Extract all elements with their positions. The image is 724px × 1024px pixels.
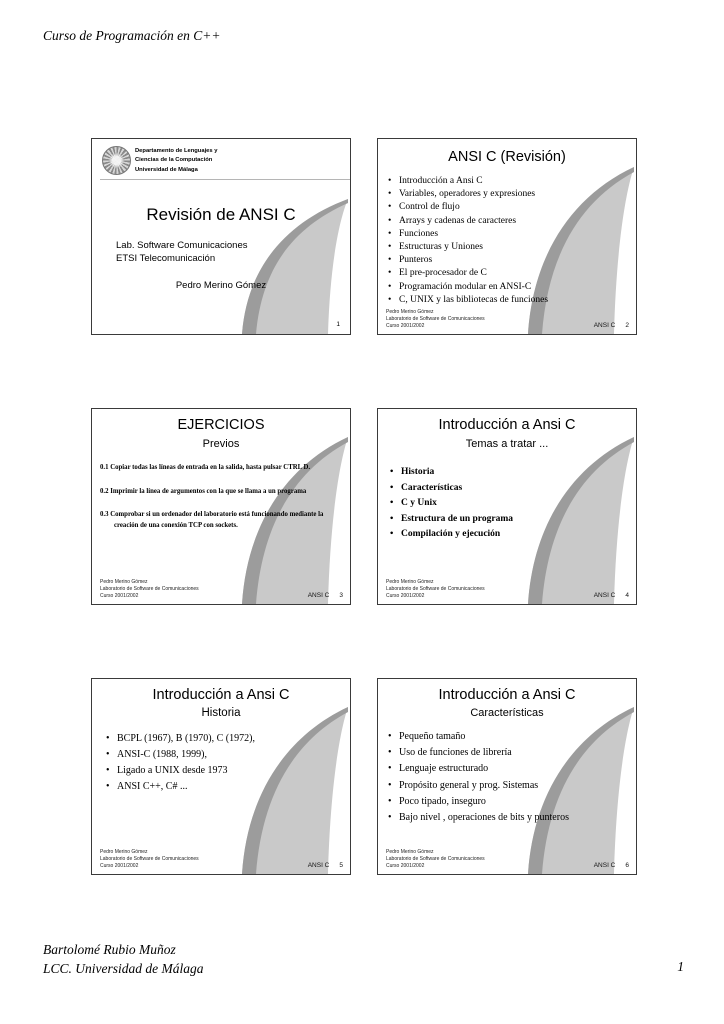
- slide-footer-label: ANSI C: [307, 862, 330, 869]
- slide-subtitle: Historia: [201, 707, 241, 719]
- bullet-item: [106, 779, 346, 795]
- bullet-item: [390, 465, 632, 481]
- slide-3: [91, 408, 351, 605]
- slide-title: Introducción a Ansi C: [152, 687, 290, 703]
- slide-page-indicator: [594, 322, 629, 329]
- bullet-item: [390, 527, 632, 543]
- bullet-icon: •: [106, 781, 110, 792]
- exercise-item: 0.1 Copiar todas las líneas de entrada en la salida, hasta pulsar CTRL D.: [100, 464, 311, 471]
- slide-number: 3: [339, 592, 343, 599]
- slide-title: Introducción a Ansi C: [438, 687, 576, 703]
- bullet-item: [388, 201, 634, 214]
- page-footer-author: Bartolomé Rubio Muñoz: [43, 942, 176, 957]
- exercise-item: 0.3 Comprobar si un ordenador del laboratorio está funcionando mediante la creación de una conexión TCP con sockets.: [100, 511, 324, 529]
- slide-page-indicator: [594, 592, 629, 599]
- slide-page-indicator: [308, 592, 343, 599]
- exercise-item: 0.2 Imprimir la línea de argumentos con la que se llama a un programa: [100, 487, 307, 495]
- slide-footer: [386, 309, 485, 330]
- slide-number: 5: [339, 862, 343, 869]
- slide-footer-course: Curso 2001/2002: [386, 323, 425, 329]
- bullet-icon: •: [388, 268, 392, 279]
- bullet-item: [388, 281, 634, 294]
- bullet-icon: •: [388, 281, 392, 292]
- bullet-text: Control de flujo: [399, 202, 460, 213]
- bullet-item: [388, 729, 632, 745]
- bullet-text: El pre-procesador de C: [399, 268, 487, 279]
- bullet-icon: •: [388, 747, 392, 759]
- slide-page-indicator: [594, 862, 629, 869]
- university-seal-icon: [102, 146, 131, 175]
- bullet-text: Bajo nivel , operaciones de bits y punteros: [399, 812, 569, 824]
- bullet-icon: •: [388, 812, 392, 824]
- bullet-item: [388, 241, 634, 254]
- bullet-text: Lenguaje estructurado: [399, 763, 489, 775]
- bullet-icon: •: [388, 176, 392, 186]
- logo-text-line: Universidad de Málaga: [135, 166, 198, 173]
- bullet-text: C y Unix: [401, 498, 437, 508]
- bullet-item: [390, 481, 632, 497]
- bullet-item: [388, 175, 634, 188]
- bullet-text: C, UNIX y las bibliotecas de funciones: [399, 294, 549, 305]
- slide-footer-author: Pedro Merino Gómez: [386, 579, 434, 585]
- slide-number: 1: [336, 321, 340, 328]
- bullet-text: Estructuras y Uniones: [399, 242, 483, 253]
- bullet-text: Programación modular en ANSI-C: [399, 281, 532, 292]
- header-divider: [100, 179, 350, 180]
- slide-author: Pedro Merino Gómez: [175, 280, 267, 291]
- bullet-text: Variables, operadores y expresiones: [399, 189, 536, 200]
- bullet-icon: •: [390, 498, 394, 508]
- slide-footer-label: ANSI C: [593, 322, 616, 329]
- slide-2: [377, 138, 637, 335]
- page-header: Curso de Programación en C++: [43, 28, 221, 43]
- bullet-icon: •: [390, 513, 394, 524]
- exercise-list: [100, 463, 334, 544]
- bullet-item: [388, 761, 632, 777]
- slide-footer-lab: Laboratorio de Software de Comunicaciones: [386, 316, 485, 322]
- bullet-icon: •: [388, 294, 392, 305]
- bullet-list: [390, 465, 632, 543]
- bullet-text: Arrays y cadenas de caracteres: [399, 215, 517, 226]
- bullet-text: Estructura de un programa: [401, 513, 513, 524]
- bullet-icon: •: [106, 733, 110, 744]
- slide-number: 2: [625, 322, 629, 329]
- slide-footer: [386, 579, 485, 600]
- slide-subtitle: Previos: [202, 438, 240, 450]
- bullet-text: Historia: [401, 467, 435, 477]
- bullet-icon: •: [390, 529, 394, 539]
- bullet-icon: •: [388, 202, 392, 213]
- page-footer: [43, 941, 204, 978]
- slide-footer-label: ANSI C: [593, 862, 616, 869]
- bullet-list: [388, 729, 632, 826]
- bullet-text: Uso de funciones de librería: [399, 747, 512, 759]
- slide-footer-lab: Laboratorio de Software de Comunicaciones: [386, 856, 485, 862]
- bullet-icon: •: [106, 765, 110, 776]
- slide-title: EJERCICIOS: [177, 417, 265, 433]
- bullet-icon: •: [388, 795, 392, 807]
- slide-6: [377, 678, 637, 875]
- slide-4: [377, 408, 637, 605]
- slide-footer-course: Curso 2001/2002: [386, 593, 425, 599]
- bullet-icon: •: [388, 242, 392, 253]
- bullet-icon: •: [388, 228, 392, 239]
- bullet-text: Introducción a Ansi C: [399, 176, 483, 186]
- slide-subtitle-school: ETSI Telecomunicación: [116, 253, 216, 264]
- slide-number: 6: [625, 862, 629, 869]
- slide-footer-lab: Laboratorio de Software de Comunicaciones: [100, 586, 199, 592]
- bullet-icon: •: [388, 189, 392, 200]
- bullet-item: [390, 512, 632, 528]
- slide-footer-author: Pedro Merino Gómez: [100, 849, 148, 855]
- slide-title: Revisión de ANSI C: [146, 205, 296, 224]
- bullet-icon: •: [388, 779, 392, 791]
- bullet-text: Ligado a UNIX desde 1973: [117, 765, 228, 776]
- bullet-item: [388, 778, 632, 794]
- slide-footer-author: Pedro Merino Gómez: [386, 849, 434, 855]
- bullet-item: [388, 794, 632, 810]
- bullet-text: ANSI-C (1988, 1999),: [117, 749, 207, 760]
- slide-footer-course: Curso 2001/2002: [386, 863, 425, 869]
- slide-footer-lab: Laboratorio de Software de Comunicaciones: [100, 856, 199, 862]
- bullet-item: [388, 215, 634, 228]
- bullet-list: [106, 731, 346, 795]
- bullet-item: [106, 763, 346, 779]
- bullet-text: ANSI C++, C# ...: [117, 781, 188, 792]
- swoosh-decoration: [92, 139, 350, 334]
- bullet-text: Pequeño tamaño: [399, 731, 466, 742]
- bullet-icon: •: [388, 255, 392, 266]
- bullet-icon: •: [390, 482, 394, 493]
- bullet-item: [388, 254, 634, 267]
- slide-subtitle: Temas a tratar ...: [465, 438, 549, 450]
- bullet-icon: •: [388, 731, 392, 742]
- bullet-icon: •: [388, 215, 392, 226]
- slide-page-indicator: [308, 862, 343, 869]
- bullet-item: [388, 810, 632, 826]
- bullet-item: [388, 745, 632, 761]
- bullet-item: [106, 731, 346, 747]
- page-number: 1: [677, 959, 684, 974]
- bullet-text: Punteros: [399, 255, 433, 266]
- slide-footer-lab: Laboratorio de Software de Comunicaciones: [386, 586, 485, 592]
- slide-footer-course: Curso 2001/2002: [100, 593, 139, 599]
- slide-subtitle-lab: Lab. Software Comunicaciones: [116, 240, 248, 251]
- bullet-text: Funciones: [399, 228, 439, 239]
- bullet-icon: •: [388, 763, 392, 775]
- bullet-text: Poco tipado, inseguro: [399, 795, 486, 807]
- logo-text-line: Departamento de Lenguajes y: [135, 148, 218, 154]
- bullet-icon: •: [106, 749, 110, 760]
- slide-title: ANSI C (Revisión): [448, 149, 566, 165]
- bullet-list: [388, 175, 634, 307]
- slide-title: Introducción a Ansi C: [438, 417, 576, 433]
- slide-1: [91, 138, 351, 335]
- bullet-item: [388, 294, 634, 307]
- bullet-text: Propósito general y prog. Sistemas: [399, 779, 539, 791]
- slide-5: [91, 678, 351, 875]
- bullet-item: [388, 188, 634, 201]
- slide-footer: [100, 849, 199, 870]
- bullet-item: [388, 228, 634, 241]
- bullet-text: BCPL (1967), B (1970), C (1972),: [117, 733, 255, 744]
- slide-footer: [386, 849, 485, 870]
- bullet-icon: •: [390, 467, 394, 477]
- slide-footer: [100, 579, 199, 600]
- bullet-item: [390, 496, 632, 512]
- slide-footer-label: ANSI C: [307, 592, 330, 599]
- bullet-item: [106, 747, 346, 763]
- slide-subtitle: Características: [470, 707, 544, 719]
- slide-footer-author: Pedro Merino Gómez: [386, 309, 434, 315]
- logo-text: [135, 147, 217, 175]
- bullet-text: Compilación y ejecución: [401, 529, 501, 539]
- bullet-text: Características: [401, 482, 463, 493]
- slide-number: 4: [625, 592, 629, 599]
- bullet-item: [388, 267, 634, 280]
- page-footer-institution: LCC. Universidad de Málaga: [43, 960, 204, 976]
- slide-footer-author: Pedro Merino Gómez: [100, 579, 148, 585]
- slide-footer-label: ANSI C: [593, 592, 616, 599]
- slide-footer-course: Curso 2001/2002: [100, 863, 139, 869]
- logo-text-line: Ciencias de la Computación: [135, 157, 213, 164]
